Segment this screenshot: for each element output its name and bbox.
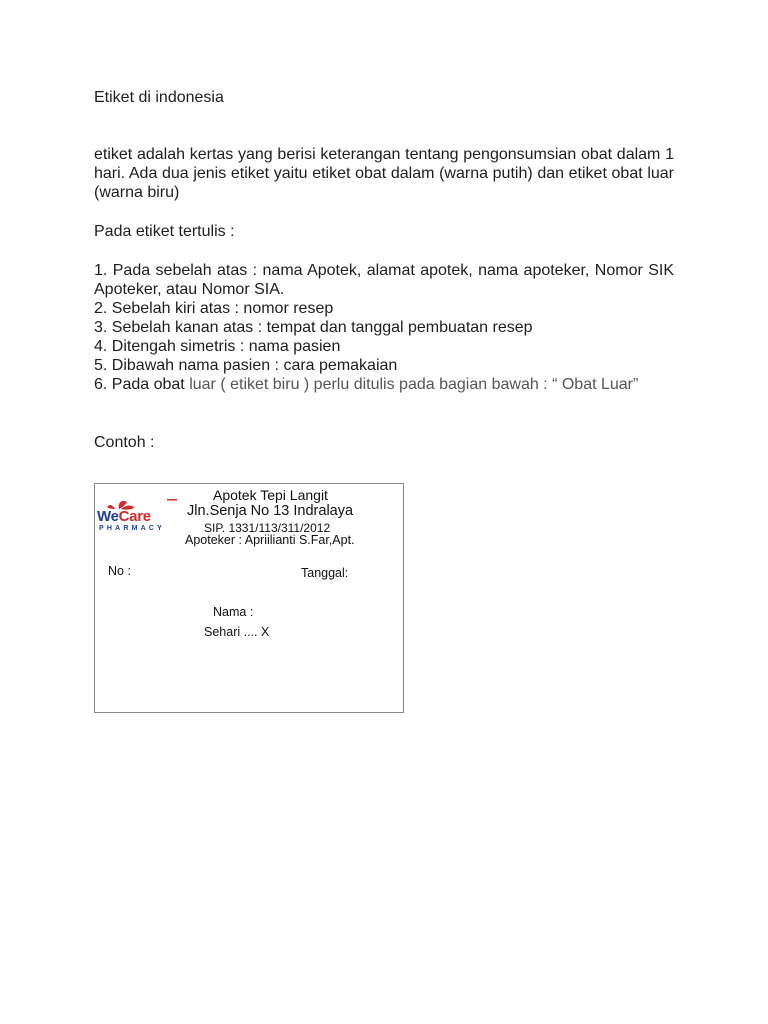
sip-number: SIP. 1331/113/311/2012 xyxy=(204,521,331,535)
pharmacy-name: Apotek Tepi Langit xyxy=(213,487,328,503)
list-item: 5. Dibawah nama pasien : cara pemakaian xyxy=(94,357,398,374)
example-label: Contoh : xyxy=(94,434,155,451)
wecare-pharmacy-logo xyxy=(97,496,183,536)
list-item: 3. Sebelah kanan atas : tempat dan tanggal pembuatan resep xyxy=(94,319,533,336)
list-item-6-rest: luar ( etiket biru ) perlu ditulis pada bagian bawah : “ Obat Luar” xyxy=(184,376,639,393)
logo-wordmark xyxy=(97,508,151,525)
intro-paragraph: etiket adalah kertas yang berisi keterangan tentang pengonsumsian obat dalam 1 hari. Ada dua jenis etiket yaitu etiket obat dalam (warna putih) dan etiket obat luar (warna biru) xyxy=(94,146,674,201)
date-label: Tanggal: xyxy=(301,566,349,580)
logo-subtitle: PHARMACY xyxy=(99,525,166,532)
logo-word-we: We xyxy=(97,508,119,525)
pharmacist-name: Apoteker : Apriilianti S.Far,Apt. xyxy=(185,533,355,547)
list-item-6 xyxy=(94,375,674,394)
list-item: 2. Sebelah kiri atas : nomor resep xyxy=(94,300,334,317)
list-item: 1. Pada sebelah atas : nama Apotek, alamat apotek, nama apoteker, Nomor SIK Apoteker, atau Nomor SIA. xyxy=(94,262,674,298)
list-item-6-prefix: 6. Pada obat xyxy=(94,376,185,393)
label-heading: Pada etiket tertulis : xyxy=(94,223,235,240)
item-list xyxy=(94,261,674,394)
patient-name-label: Nama : xyxy=(213,605,254,619)
logo-word-care: Care xyxy=(118,508,151,525)
dosage-instruction: Sehari .... X xyxy=(204,625,270,639)
pharmacy-address: Jln.Senja No 13 Indralaya xyxy=(187,503,354,519)
etiket-example-card xyxy=(94,483,404,713)
document-title: Etiket di indonesia xyxy=(94,89,224,106)
list-item: 4. Ditengah simetris : nama pasien xyxy=(94,338,341,355)
prescription-number-label: No : xyxy=(108,564,131,578)
